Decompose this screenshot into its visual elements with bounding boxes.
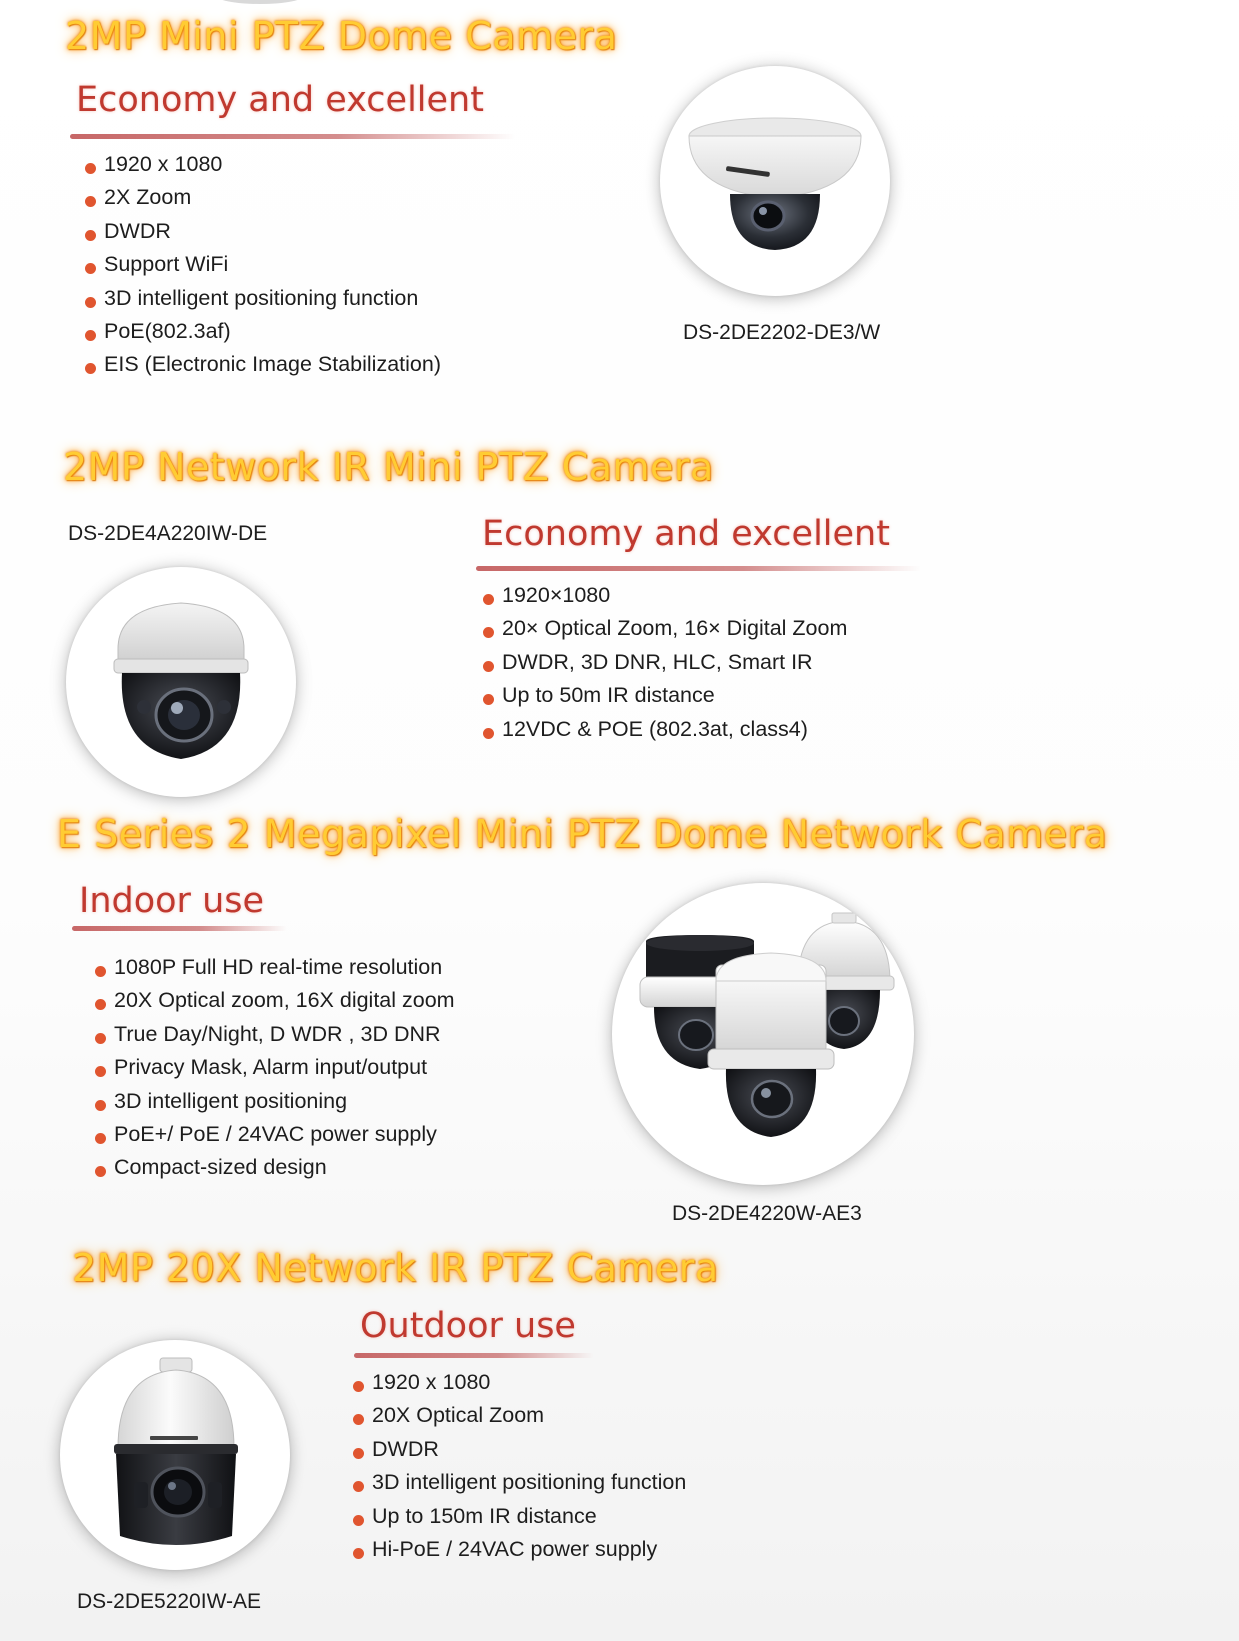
feature-text: Compact-sized design (114, 1155, 327, 1180)
bullet-icon (85, 263, 96, 274)
section-title: E Series 2 Megapixel Mini PTZ Dome Network Camera (57, 812, 1108, 856)
model-number: DS-2DE4220W-AE3 (672, 1202, 862, 1225)
feature-item (85, 181, 441, 214)
model-number: DS-2DE2202-DE3/W (683, 321, 881, 344)
feature-item (483, 612, 847, 645)
bullet-icon (353, 1548, 364, 1559)
feature-text: 3D intelligent positioning function (104, 285, 419, 310)
bullet-icon (85, 297, 96, 308)
bullet-icon (483, 728, 494, 739)
feature-item (353, 1366, 686, 1399)
feature-item (85, 315, 441, 348)
ptz-dome-camera-group-icon (612, 883, 914, 1185)
feature-item (353, 1399, 686, 1432)
bullet-icon (85, 163, 96, 174)
subtitle-underline (70, 134, 515, 139)
bullet-icon (483, 594, 494, 605)
bullet-icon (353, 1414, 364, 1425)
feature-item (95, 1051, 455, 1084)
feature-text: Support WiFi (104, 252, 229, 277)
bullet-icon (85, 230, 96, 241)
feature-text: 12VDC & POE (802.3at, class4) (502, 716, 808, 741)
section-subtitle: Economy and excellent (76, 80, 484, 120)
feature-item (95, 1118, 455, 1151)
bullet-icon (95, 1033, 106, 1044)
model-number: DS-2DE4A220IW-DE (68, 522, 268, 545)
feature-text: 1920 x 1080 (372, 1370, 491, 1394)
mini-dome-camera-icon (660, 66, 890, 296)
feature-item (85, 348, 441, 381)
bullet-icon (95, 1100, 106, 1111)
bullet-icon (85, 330, 96, 341)
subtitle-underline (476, 566, 921, 571)
subtitle-underline (72, 926, 287, 931)
feature-item (85, 215, 441, 248)
bullet-icon (483, 661, 494, 672)
feature-text: 20× Optical Zoom, 16× Digital Zoom (502, 616, 848, 641)
feature-text: DWDR (104, 218, 171, 243)
feature-text: 2X Zoom (104, 185, 192, 210)
feature-text: Privacy Mask, Alarm input/output (114, 1055, 428, 1080)
feature-text: PoE+/ PoE / 24VAC power supply (114, 1121, 437, 1146)
feature-list (483, 579, 847, 746)
feature-item (353, 1433, 686, 1466)
feature-text: 20X Optical zoom, 16X digital zoom (114, 988, 455, 1013)
bullet-icon (483, 627, 494, 638)
feature-text: Up to 50m IR distance (502, 683, 715, 708)
feature-text: DWDR (372, 1436, 439, 1461)
bullet-icon (95, 966, 106, 977)
bullet-icon (85, 363, 96, 374)
feature-text: 3D intelligent positioning (114, 1088, 348, 1113)
feature-text: EIS (Electronic Image Stabilization) (104, 352, 441, 377)
feature-list (95, 951, 455, 1185)
feature-item (95, 951, 455, 984)
feature-text: 1080P Full HD real-time resolution (114, 955, 443, 979)
feature-item (483, 646, 847, 679)
section-title: 2MP 20X Network IR PTZ Camera (72, 1246, 719, 1290)
feature-item (85, 148, 441, 181)
bullet-icon (353, 1481, 364, 1492)
feature-item (85, 248, 441, 281)
bullet-icon (95, 999, 106, 1010)
bullet-icon (483, 694, 494, 705)
feature-item (483, 713, 847, 746)
feature-item (353, 1466, 686, 1499)
subtitle-underline (354, 1353, 594, 1358)
bullet-icon (353, 1381, 364, 1392)
section-subtitle: Outdoor use (360, 1306, 576, 1346)
feature-item (85, 282, 441, 315)
feature-item (483, 579, 847, 612)
feature-text: 1920 x 1080 (104, 152, 223, 176)
feature-item (95, 984, 455, 1017)
feature-item (95, 1085, 455, 1118)
feature-text: 3D intelligent positioning function (372, 1470, 687, 1495)
feature-item (353, 1500, 686, 1533)
feature-item (483, 679, 847, 712)
ir-mini-ptz-camera-icon (66, 567, 296, 797)
bullet-icon (353, 1515, 364, 1526)
outdoor-ir-ptz-camera-icon (60, 1340, 290, 1570)
feature-list (353, 1366, 686, 1566)
feature-item (353, 1533, 686, 1566)
feature-text: True Day/Night, D WDR , 3D DNR (114, 1021, 441, 1046)
section-title: 2MP Mini PTZ Dome Camera (65, 14, 618, 58)
section-subtitle: Economy and excellent (482, 514, 890, 554)
decorative-arc (215, 0, 305, 4)
feature-text: PoE(802.3af) (104, 318, 231, 343)
feature-text: 20X Optical Zoom (372, 1403, 545, 1428)
feature-text: Up to 150m IR distance (372, 1503, 597, 1528)
feature-item (95, 1151, 455, 1184)
bullet-icon (85, 196, 96, 207)
section-title: 2MP Network IR Mini PTZ Camera (63, 445, 714, 489)
bullet-icon (95, 1166, 106, 1177)
bullet-icon (95, 1066, 106, 1077)
feature-list (85, 148, 441, 382)
section-subtitle: Indoor use (79, 881, 265, 921)
model-number: DS-2DE5220IW-AE (77, 1590, 262, 1613)
feature-item (95, 1018, 455, 1051)
feature-text: Hi-PoE / 24VAC power supply (372, 1536, 658, 1561)
feature-text: DWDR, 3D DNR, HLC, Smart IR (502, 649, 813, 674)
bullet-icon (353, 1448, 364, 1459)
bullet-icon (95, 1133, 106, 1144)
feature-text: 1920×1080 (502, 583, 611, 607)
